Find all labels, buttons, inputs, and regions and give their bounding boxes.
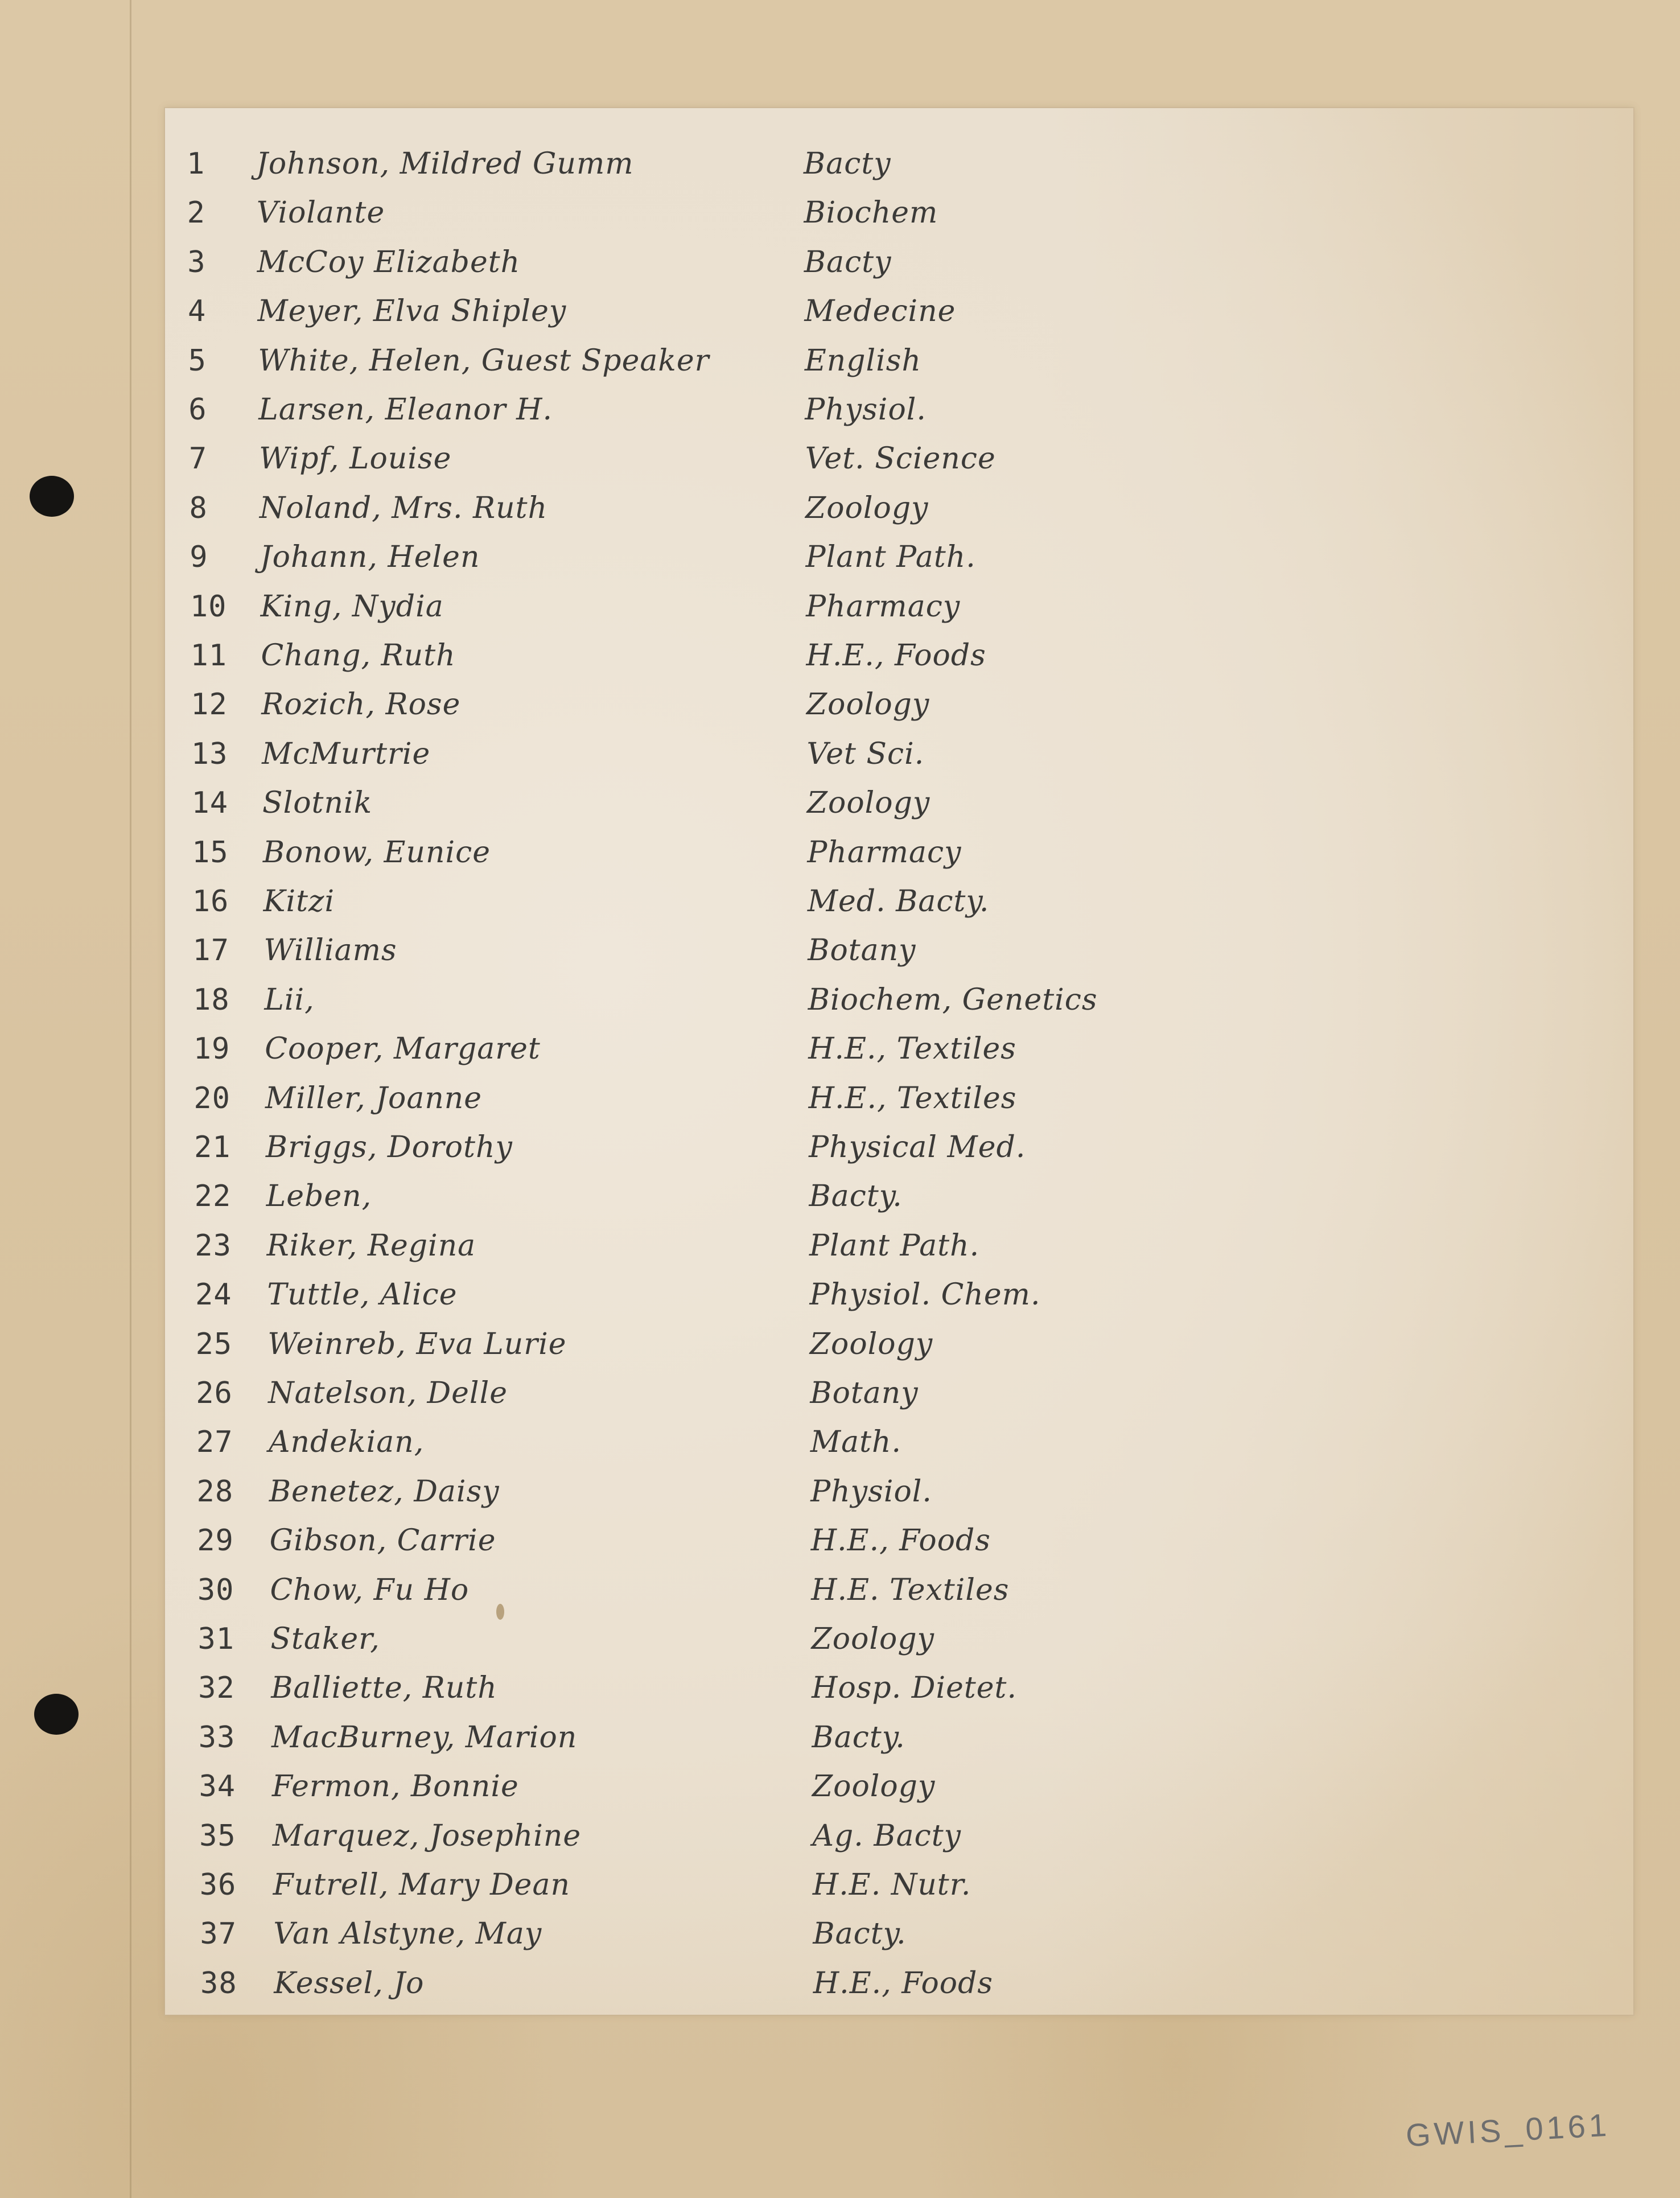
entry-department: Bacty. bbox=[813, 1917, 907, 1952]
entry-number: 35 bbox=[199, 1818, 236, 1853]
list-item bbox=[165, 1616, 1633, 1662]
entry-number: 18 bbox=[193, 982, 230, 1017]
list-item bbox=[165, 780, 1633, 826]
entry-number: 37 bbox=[200, 1917, 237, 1952]
entry-name: Futrell, Mary Dean bbox=[273, 1868, 570, 1902]
entry-number: 14 bbox=[191, 786, 229, 821]
entry-name: Violante bbox=[256, 196, 385, 230]
entry-department: Medecine bbox=[804, 294, 956, 329]
entry-number: 36 bbox=[199, 1868, 237, 1902]
entry-department: Zoology bbox=[811, 1622, 934, 1656]
entry-name: Bonow, Eunice bbox=[262, 835, 491, 870]
entry-number: 29 bbox=[197, 1524, 234, 1558]
entry-department: H.E., Textiles bbox=[808, 1081, 1017, 1116]
list-item bbox=[165, 1370, 1633, 1416]
list-item bbox=[165, 1223, 1633, 1269]
entry-number: 24 bbox=[195, 1278, 232, 1312]
entry-number: 30 bbox=[197, 1573, 234, 1607]
archive-id: GWIS_0161 bbox=[1405, 2106, 1611, 2154]
entry-number: 2 bbox=[187, 196, 205, 230]
entry-department: Physical Med. bbox=[809, 1130, 1026, 1164]
member-list bbox=[165, 108, 1633, 2015]
list-item bbox=[165, 1961, 1633, 2006]
entry-number: 25 bbox=[195, 1327, 233, 1361]
punch-hole-bottom bbox=[34, 1694, 79, 1735]
list-item bbox=[165, 1567, 1633, 1613]
ink-speck bbox=[496, 1604, 504, 1620]
entry-name: Benetez, Daisy bbox=[269, 1474, 500, 1509]
entry-department: H.E., Foods bbox=[810, 1524, 991, 1558]
list-item bbox=[165, 1715, 1633, 1760]
entry-name: Noland, Mrs. Ruth bbox=[259, 491, 548, 525]
list-item bbox=[165, 141, 1633, 187]
punch-hole-top bbox=[30, 476, 74, 517]
list-item bbox=[165, 928, 1633, 973]
list-item bbox=[165, 485, 1633, 531]
entry-name: Briggs, Dorothy bbox=[265, 1130, 513, 1164]
entry-department: Plant Path. bbox=[805, 540, 976, 575]
list-item bbox=[165, 1272, 1633, 1318]
entry-name: McCoy Elizabeth bbox=[257, 245, 521, 279]
entry-department: Med. Bacty. bbox=[807, 884, 990, 919]
entry-number: 4 bbox=[187, 294, 207, 329]
list-item bbox=[165, 1076, 1633, 1121]
list-item bbox=[165, 1174, 1633, 1219]
entry-department: H.E., Foods bbox=[813, 1966, 994, 2001]
entry-name: Fermon, Bonnie bbox=[271, 1769, 519, 1804]
entry-name: McMurtrie bbox=[262, 736, 431, 771]
list-item bbox=[165, 1419, 1633, 1465]
entry-name: Johnson, Mildred Gumm bbox=[256, 147, 634, 181]
entry-department: Zoology bbox=[806, 786, 930, 821]
entry-number: 27 bbox=[196, 1425, 233, 1460]
entry-department: Botany bbox=[808, 933, 916, 968]
entry-number: 22 bbox=[194, 1179, 232, 1214]
entry-department: Bacty bbox=[804, 245, 892, 279]
entry-department: H.E. Textiles bbox=[811, 1573, 1010, 1607]
entry-number: 13 bbox=[191, 736, 228, 771]
entry-number: 31 bbox=[197, 1622, 235, 1656]
list-item bbox=[165, 1665, 1633, 1711]
entry-department: H.E., Textiles bbox=[808, 1032, 1016, 1067]
entry-department: Bacty bbox=[804, 147, 891, 181]
entry-name: Williams bbox=[263, 933, 397, 968]
entry-department: Zoology bbox=[812, 1769, 936, 1804]
list-item bbox=[165, 1026, 1633, 1072]
entry-name: Chow, Fu Ho bbox=[270, 1573, 470, 1607]
entry-department: Math. bbox=[810, 1425, 901, 1460]
entry-number: 26 bbox=[196, 1376, 233, 1410]
entry-department: Pharmacy bbox=[807, 835, 962, 870]
list-item bbox=[165, 1813, 1633, 1859]
list-item bbox=[165, 1862, 1633, 1908]
list-item bbox=[165, 240, 1633, 285]
entry-department: Zoology bbox=[806, 688, 930, 722]
entry-number: 17 bbox=[192, 933, 230, 968]
entry-department: H.E., Foods bbox=[806, 639, 986, 673]
entry-department: Biochem bbox=[804, 196, 938, 230]
entry-name: White, Helen, Guest Speaker bbox=[258, 343, 710, 378]
entry-number: 5 bbox=[188, 343, 207, 378]
list-item bbox=[165, 1518, 1633, 1563]
list-item bbox=[165, 879, 1633, 924]
entry-name: Kessel, Jo bbox=[274, 1966, 425, 2001]
list-item bbox=[165, 977, 1633, 1023]
list-item bbox=[165, 633, 1633, 678]
list-item bbox=[165, 1764, 1633, 1809]
entry-number: 16 bbox=[192, 884, 229, 919]
entry-number: 7 bbox=[188, 442, 208, 476]
entry-number: 11 bbox=[190, 639, 228, 673]
entry-name: Slotnik bbox=[262, 786, 373, 821]
entry-name: Weinreb, Eva Lurie bbox=[267, 1327, 567, 1361]
entry-number: 15 bbox=[192, 835, 229, 870]
entry-name: Marquez, Josephine bbox=[272, 1818, 582, 1853]
typed-sheet bbox=[165, 108, 1633, 2015]
entry-number: 6 bbox=[188, 393, 207, 427]
list-item bbox=[165, 1911, 1633, 1957]
entry-number: 3 bbox=[187, 245, 206, 279]
entry-number: 32 bbox=[198, 1671, 235, 1706]
entry-department: Botany bbox=[810, 1376, 919, 1410]
list-item bbox=[165, 338, 1633, 384]
entry-department: Plant Path. bbox=[809, 1228, 980, 1263]
entry-department: Physiol. bbox=[805, 393, 927, 427]
entry-department: Vet Sci. bbox=[806, 736, 925, 771]
list-item bbox=[165, 387, 1633, 433]
entry-name: Balliette, Ruth bbox=[271, 1671, 497, 1706]
entry-department: English bbox=[804, 343, 921, 378]
entry-name: MacBurney, Marion bbox=[271, 1720, 578, 1755]
entry-department: Physiol. bbox=[810, 1474, 932, 1509]
entry-department: Biochem, Genetics bbox=[808, 982, 1098, 1017]
entry-name: Johann, Helen bbox=[260, 540, 480, 575]
entry-department: Zoology bbox=[809, 1327, 933, 1361]
entry-name: Gibson, Carrie bbox=[269, 1524, 496, 1558]
entry-department: Physiol. Chem. bbox=[809, 1278, 1041, 1312]
entry-number: 1 bbox=[187, 147, 205, 181]
entry-number: 19 bbox=[193, 1032, 230, 1067]
entry-number: 12 bbox=[191, 688, 228, 722]
entry-name: King, Nydia bbox=[260, 589, 444, 624]
entry-number: 10 bbox=[190, 589, 227, 624]
entry-name: Wipf, Louise bbox=[259, 442, 452, 476]
entry-name: Leben, bbox=[266, 1179, 372, 1214]
list-item bbox=[165, 289, 1633, 334]
entry-number: 20 bbox=[193, 1081, 230, 1116]
entry-department: Ag. Bacty bbox=[812, 1818, 961, 1853]
entry-name: Miller, Joanne bbox=[265, 1081, 483, 1116]
list-item bbox=[165, 830, 1633, 875]
entry-department: Bacty. bbox=[812, 1720, 905, 1755]
entry-name: Larsen, Eleanor H. bbox=[258, 393, 553, 427]
entry-department: Hosp. Dietet. bbox=[812, 1671, 1017, 1706]
list-item bbox=[165, 731, 1633, 777]
entry-name: Andekian, bbox=[268, 1425, 425, 1460]
entry-department: Zoology bbox=[805, 491, 929, 525]
list-item bbox=[165, 534, 1633, 580]
entry-department: H.E. Nutr. bbox=[812, 1868, 971, 1902]
entry-name: Chang, Ruth bbox=[261, 639, 456, 673]
list-item bbox=[165, 1469, 1633, 1514]
list-item bbox=[165, 436, 1633, 481]
entry-department: Bacty. bbox=[809, 1179, 903, 1214]
entry-department: Vet. Science bbox=[805, 442, 996, 476]
entry-name: Riker, Regina bbox=[266, 1228, 476, 1263]
entry-name: Van Alstyne, May bbox=[273, 1917, 542, 1952]
entry-name: Lii, bbox=[264, 982, 315, 1017]
entry-number: 28 bbox=[196, 1474, 234, 1509]
list-item bbox=[165, 682, 1633, 727]
entry-number: 21 bbox=[194, 1130, 231, 1164]
entry-number: 23 bbox=[195, 1228, 232, 1263]
list-item bbox=[165, 584, 1633, 629]
entry-name: Rozich, Rose bbox=[261, 688, 461, 722]
entry-number: 33 bbox=[198, 1720, 236, 1755]
entry-department: Pharmacy bbox=[806, 589, 961, 624]
entry-number: 8 bbox=[189, 491, 208, 525]
entry-number: 34 bbox=[199, 1769, 236, 1804]
binder-fold-line bbox=[130, 0, 131, 2198]
entry-name: Kitzi bbox=[263, 884, 335, 919]
list-item bbox=[165, 190, 1633, 236]
entry-name: Staker, bbox=[270, 1622, 380, 1656]
entry-number: 9 bbox=[190, 540, 208, 575]
entry-name: Natelson, Delle bbox=[268, 1376, 508, 1410]
list-item bbox=[165, 1125, 1633, 1170]
entry-number: 38 bbox=[200, 1966, 237, 2001]
entry-name: Cooper, Margaret bbox=[265, 1032, 541, 1067]
entry-name: Meyer, Elva Shipley bbox=[257, 294, 567, 329]
list-item bbox=[165, 1322, 1633, 1367]
entry-name: Tuttle, Alice bbox=[267, 1278, 458, 1312]
